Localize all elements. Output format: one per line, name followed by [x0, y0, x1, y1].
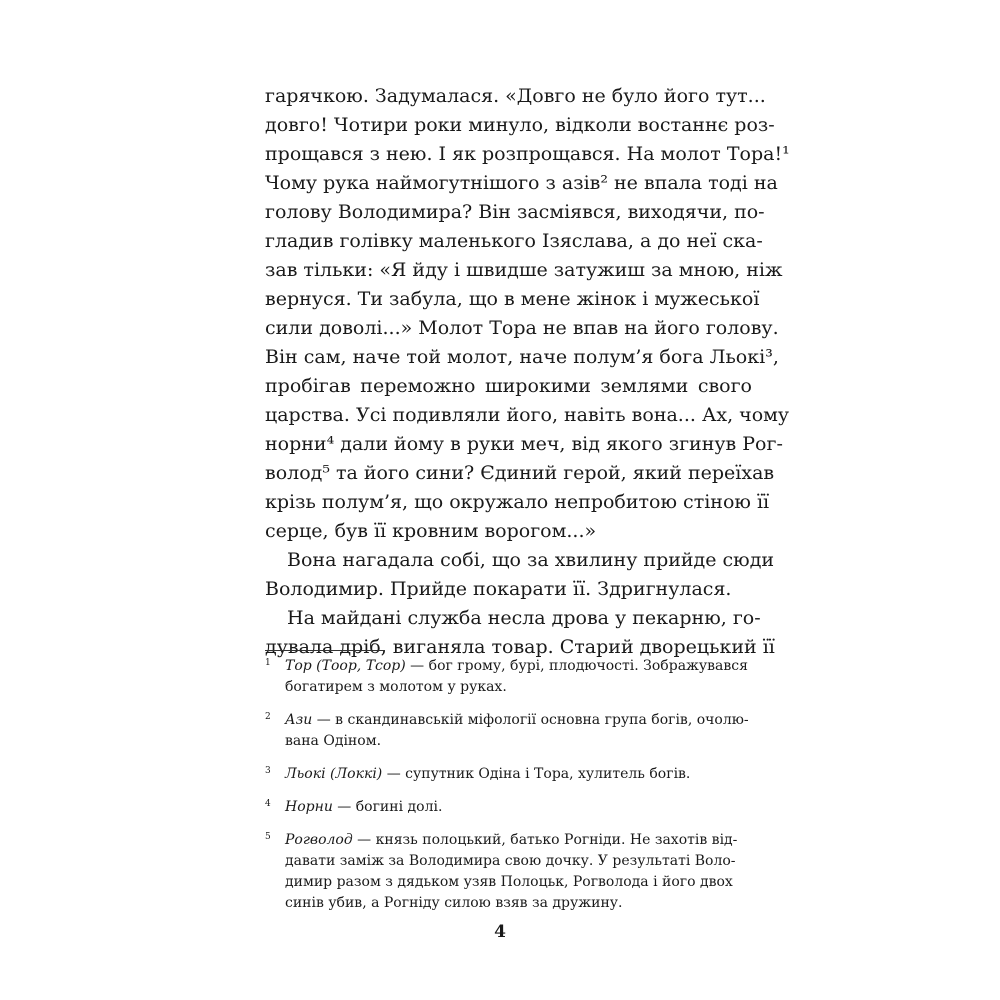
footnote-text: — богині долі. [332, 799, 443, 815]
footnote-line [285, 764, 752, 785]
footnote-number: 1 [265, 658, 271, 668]
footnote-2 [265, 710, 752, 752]
text-line: Він сам, наче той молот, наче полум’я бога Льокі³, [265, 346, 779, 368]
footnote-line [285, 830, 752, 851]
body-text [265, 82, 790, 662]
footnote-line [285, 677, 752, 698]
text-line: На майдані служба несла дрова у пекарню, го- [287, 607, 761, 629]
footnote-number: 2 [265, 712, 271, 722]
footnote-3 [265, 764, 752, 785]
footnote-text: давати заміж за Володимира свою дочку. У результаті Воло- [285, 853, 736, 869]
text-line: Володимир. Прийде покарати її. Здригнулася. [265, 578, 732, 600]
footnote-text: димир разом з дядьком узяв Полоцьк, Рогволода і його двох [285, 874, 733, 890]
page-number: 4 [494, 922, 506, 942]
footnote-term: Рогволод [285, 832, 353, 848]
text-line: сили доволі...» Молот Тора не впав на його голову. [265, 317, 779, 339]
text-line: голову Володимира? Він засміявся, виходячи, по- [265, 201, 765, 223]
footnote-1 [265, 656, 752, 698]
footnote-line [285, 710, 752, 731]
footnote-number: 5 [265, 832, 271, 842]
footnote-term: Тор (Тоор, Тсор) [285, 658, 406, 674]
footnote-text: вана Одіном. [285, 733, 382, 749]
text-line: пробігав переможно широкими землями свого [265, 375, 752, 397]
footnote-separator [265, 650, 385, 651]
footnotes [265, 656, 752, 926]
text-line: дувала дріб, виганяла товар. Старий дворецький її [265, 636, 775, 658]
footnote-text: — супутник Одіна і Тора, хулитель богів. [382, 766, 691, 782]
text-line: прощався з нею. І як розпрощався. На молот Тора!¹ [265, 143, 790, 165]
text-line: норни⁴ дали йому в руки меч, від якого згинув Рог- [265, 433, 783, 455]
footnote-number: 4 [265, 799, 271, 809]
text-line: довго! Чотири роки минуло, відколи востаннє роз- [265, 114, 775, 136]
text-line: вернуся. Ти забула, що в мене жінок і мужеської [265, 288, 760, 310]
text-line: крізь полум’я, що окружало непробитою стіною її [265, 491, 770, 513]
text-line: гладив голівку маленького Ізяслава, а до неї ска- [265, 230, 763, 252]
text-line: гарячкою. Задумалася. «Довго не було його тут... [265, 85, 766, 107]
text-line: зав тільки: «Я йду і швидше затужиш за мною, ніж [265, 259, 783, 281]
footnote-line [285, 872, 752, 893]
text-line: Чому рука наймогутнішого з азів² не впала тоді на [265, 172, 778, 194]
footnote-term: Ази [285, 712, 313, 728]
footnote-text: синів убив, а Рогніду силою взяв за дружину. [285, 895, 623, 911]
text-line: царства. Усі подивляли його, навіть вона... Ах, чому [265, 404, 790, 426]
footnote-4 [265, 797, 752, 818]
footnote-line [285, 731, 752, 752]
footnote-line [285, 893, 752, 914]
footnote-term: Льокі (Локкі) [285, 766, 383, 782]
footnote-text: — бог грому, бурі, плодючості. Зображувався [405, 658, 748, 674]
footnote-number: 3 [265, 766, 271, 776]
footnote-text: — в скандинавській міфології основна група богів, очолю- [312, 712, 749, 728]
text-line: волод⁵ та його сини? Єдиний герой, який переїхав [265, 462, 775, 484]
footnote-text: — князь полоцький, батько Рогніди. Не захотів від- [352, 832, 738, 848]
footnote-line [285, 851, 752, 872]
footnote-line [285, 797, 752, 818]
footnote-term: Норни [285, 799, 333, 815]
footnote-5 [265, 830, 752, 914]
text-line: Вона нагадала собі, що за хвилину прийде сюди [287, 549, 775, 571]
text-line: серце, був її кровним ворогом...» [265, 520, 597, 542]
footnote-line [285, 656, 752, 677]
footnote-text: богатирем з молотом у руках. [285, 679, 507, 695]
